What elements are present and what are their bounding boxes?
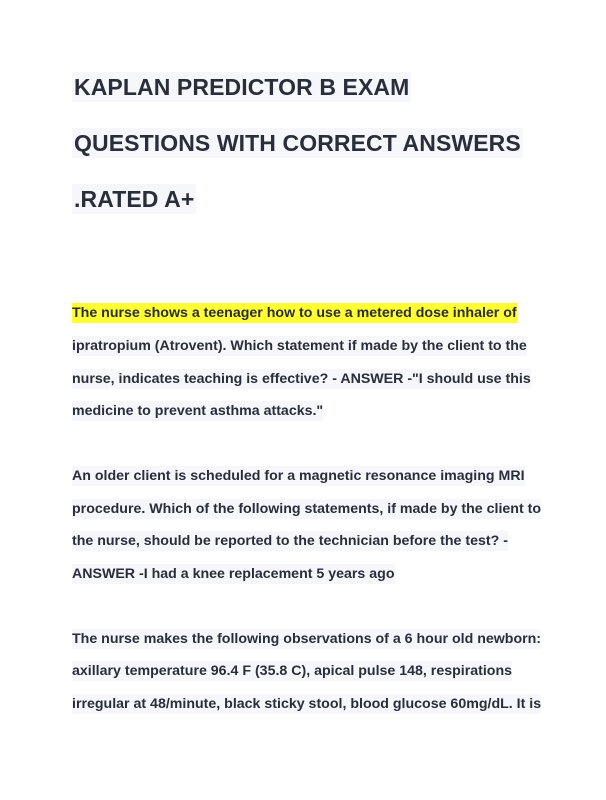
question-1-line-1: The nurse shows a teenager how to use a metered dose inhaler of [72,305,517,321]
question-2-line-3: the nurse, should be reported to the technician before the test? - [72,533,508,549]
question-1-line-3: nurse, indicates teaching is effective? - ANSWER -"I should use this [72,371,531,387]
question-1-line-4: medicine to prevent asthma attacks." [72,403,324,419]
question-3-line-1: The nurse makes the following observations of a 6 hour old newborn: [72,631,542,647]
document-title-line-2: QUESTIONS WITH CORRECT ANSWERS [74,130,521,156]
question-2-line-4: ANSWER -I had a knee replacement 5 years ago [72,566,395,582]
document-title-line-1: KAPLAN PREDICTOR B EXAM [74,74,410,100]
question-3-line-3: irregular at 48/minute, black sticky stool, blood glucose 60mg/dL. It is [72,696,542,712]
document-title-line-3: .RATED A+ [74,186,195,212]
question-3-line-2: axillary temperature 96.4 F (35.8 C), apical pulse 148, respirations [72,663,513,679]
question-2-line-2: procedure. Which of the following statements, if made by the client to [72,501,542,517]
question-1-line-2: ipratropium (Atrovent). Which statement if made by the client to the [72,338,527,354]
question-2-line-1: An older client is scheduled for a magnetic resonance imaging MRI [72,468,525,484]
